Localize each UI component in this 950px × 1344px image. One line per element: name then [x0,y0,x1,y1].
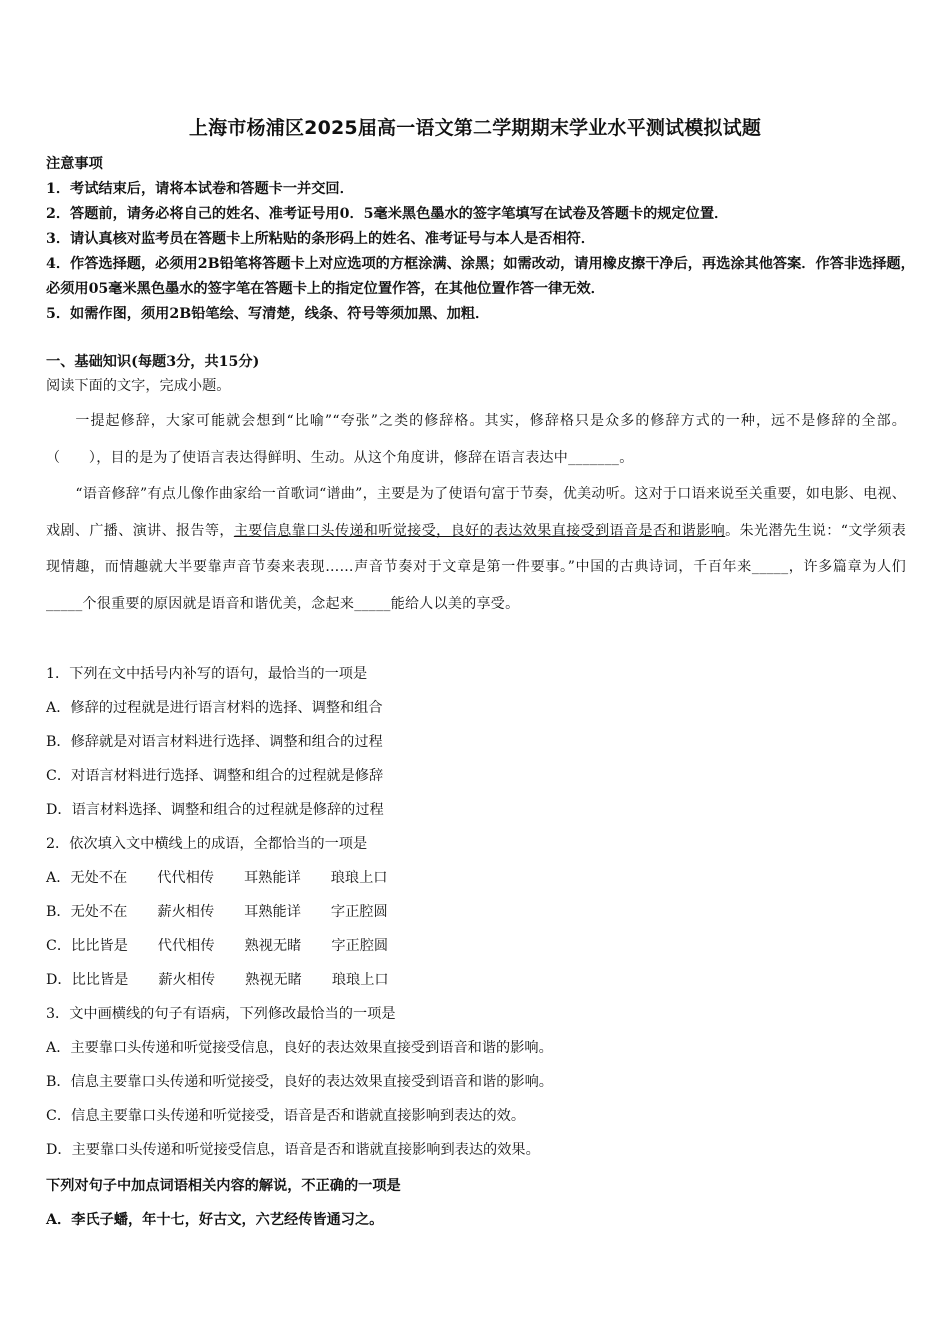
option-cell: B．无处不在 [46,904,128,920]
notice-item: 3．请认真核对监考员在答题卡上所粘贴的条形码上的姓名、准考证号与本人是否相符． [46,231,595,247]
notice-block [46,152,916,327]
passage-text: 。朱光潜先生说：“文学须表现情趣，而情趣就大半要靠声音节奏来表现……声音节奏对于文章是第一件要事。”中国的古典诗词，千百年来_____，许多篇章为人们_____个很重要的原因就是语音和谐优美，念起来_____能给人以美的享受。 [46,522,907,612]
question-stem: 3．文中画横线的句子有语病，下列修改最恰当的一项是 [46,1006,396,1022]
notice-item: 5．如需作图，须用2B铅笔绘、写清楚，线条、符号等须加黑、加粗． [46,306,490,322]
option-item [46,864,916,898]
reading-passage [46,403,906,622]
option-cell: 熟视无睹 [244,938,302,954]
section-instruction: 阅读下面的文字，完成小题。 [46,378,231,394]
option-item: D．语言材料选择、调整和组合的过程就是修辞的过程 [46,802,384,818]
option-cell: 熟视无睹 [245,972,302,988]
section-heading: 一、基础知识(每题3分，共15分) [46,354,260,370]
option-item: B．信息主要靠口头传递和听觉接受，良好的表达效果直接受到语音和谐的影响。 [46,1074,553,1090]
option-item: B．修辞就是对语言材料进行选择、调整和组合的过程 [46,734,383,750]
question-stem: 下列对句子中加点词语相关内容的解说，不正确的一项是 [46,1178,401,1194]
next-question-block [46,1172,916,1240]
option-item [46,898,916,932]
option-item: D．主要靠口头传递和听觉接受信息，语音是否和谐就直接影响到表达的效果。 [46,1142,540,1158]
option-cell: 耳熟能详 [243,870,301,886]
page-title: 上海市杨浦区2025届高一语文第二学期期末学业水平测试模拟试题 [188,117,762,139]
option-item: A．主要靠口头传递和听觉接受信息，良好的表达效果直接受到语音和谐的影响。 [46,1040,553,1056]
option-item: C．信息主要靠口头传递和听觉接受，语音是否和谐就直接影响到表达的效。 [46,1108,526,1124]
option-item: A．修辞的过程就是进行语言材料的选择、调整和组合 [46,700,383,716]
option-item: C．对语言材料进行选择、调整和组合的过程就是修辞 [46,768,384,784]
underlined-sentence: 主要信息靠口头传递和听觉接受，良好的表达效果直接受到语音是否和谐影响 [233,522,726,539]
passage-paragraph-2 [46,476,906,622]
passage-text: “语音修辞”有点儿像作曲家给一首歌词“谱曲”，主要是为了使语句富于节奏，优美动听。这对于口语来说至关重要，如电影、电视、戏剧、广播、演讲、报告等， [46,486,907,539]
option-cell: D．比比皆是 [46,972,129,988]
option-item [46,966,916,1000]
option-cell: 琅琅上口 [331,972,389,988]
option-item [46,932,916,966]
option-cell: 薪火相传 [158,972,216,988]
option-cell: 字正腔圆 [330,904,388,920]
passage-paragraph-1: 一提起修辞，大家可能就会想到“比喻”“夸张”之类的修辞格。其实，修辞格只是众多的修辞方式的一种，远不是修辞的全部。（ ），目的是为了使语言表达得鲜明、生动。从这个角度讲，修辞在语言表达中_______。 [46,413,906,466]
notice-item: 4．作答选择题，必须用2B铅笔将答题卡上对应选项的方框涂满、涂黑；如需改动，请用橡皮擦干净后，再选涂其他答案．作答非选择题，必须用05毫米黑色墨水的签字笔在答题卡上的指定位置作答，在其他位置作答一律无效． [46,256,915,297]
option-cell: C．比比皆是 [46,938,128,954]
notice-item: 1．考试结束后，请将本试卷和答题卡一并交回． [46,181,354,197]
option-cell: 薪火相传 [157,904,215,920]
option-item: A．李氏子蟠，年十七，好古文，六艺经传皆通习之。 [46,1212,384,1228]
option-cell: A．无处不在 [46,870,128,886]
questions-block [46,660,916,1170]
option-cell: 代代相传 [157,870,214,886]
notice-item: 2．答题前，请务必将自己的姓名、准考证号用0．5毫米黑色墨水的签字笔填写在试卷及答题卡的规定位置． [46,206,729,222]
option-cell: 琅琅上口 [330,870,388,886]
option-cell: 字正腔圆 [331,938,389,954]
option-cell: 代代相传 [157,938,215,954]
notice-heading: 注意事项 [46,156,103,172]
option-cell: 耳熟能详 [244,904,301,920]
question-stem: 1．下列在文中括号内补写的语句，最恰当的一项是 [46,666,368,682]
section-header [46,350,916,398]
question-stem: 2．依次填入文中横线上的成语，全都恰当的一项是 [46,836,368,852]
